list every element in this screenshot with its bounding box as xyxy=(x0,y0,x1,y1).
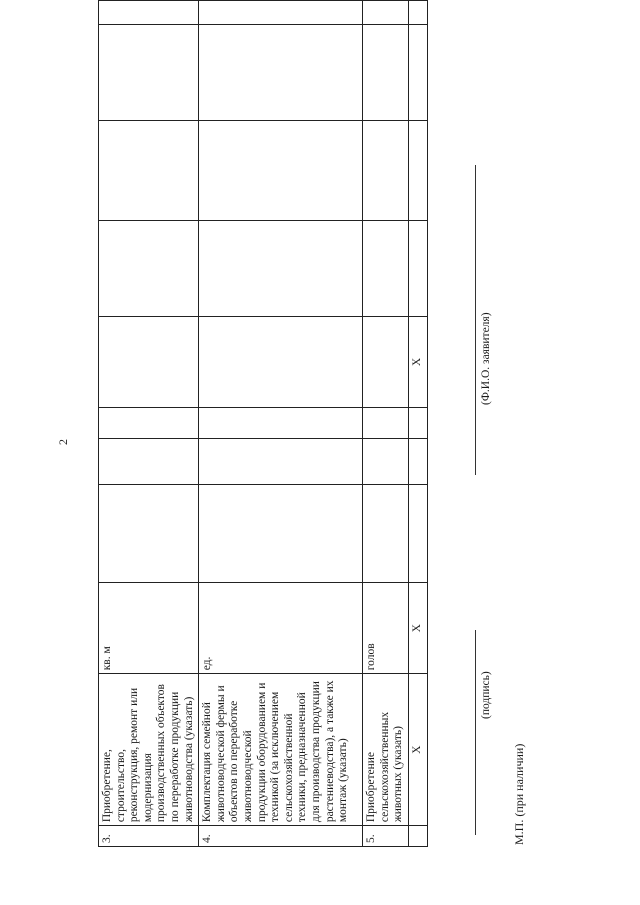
table-cell xyxy=(99,439,199,485)
table-cell xyxy=(199,439,363,485)
row-number: 5. xyxy=(363,826,409,847)
table-cell xyxy=(199,220,363,316)
row-unit: ед. xyxy=(199,583,363,674)
table-cell xyxy=(408,408,427,439)
table-cell xyxy=(363,316,409,408)
total-mark: X xyxy=(408,583,427,674)
table-cell xyxy=(199,408,363,439)
row-number: 4. xyxy=(199,826,363,847)
row-name: Приобретение, строительство, реконструкция, ремонт или модернизация производственных объектов по переработке продукции животноводства (указать) xyxy=(99,674,199,826)
fio-label: (Ф.И.О. заявителя) xyxy=(480,312,492,405)
total-row xyxy=(408,1,427,847)
table-cell xyxy=(199,485,363,583)
table-cell xyxy=(408,220,427,316)
table-cell xyxy=(99,1,199,26)
table-cell xyxy=(408,826,427,847)
row-unit: голов xyxy=(363,583,409,674)
table-cell xyxy=(408,1,427,26)
table-cell xyxy=(99,316,199,408)
table-row xyxy=(199,1,363,847)
table-cell xyxy=(363,408,409,439)
stamp-label: М.П. (при наличии) xyxy=(512,743,526,845)
table-cell xyxy=(408,120,427,220)
row-unit: кв. м xyxy=(99,583,199,674)
total-mark: X xyxy=(408,316,427,408)
row-number: 3. xyxy=(99,826,199,847)
page-number: 2 xyxy=(56,439,70,445)
table-cell xyxy=(363,439,409,485)
table-cell xyxy=(408,485,427,583)
table-cell xyxy=(199,316,363,408)
row-name: Комплектация семейной животноводческой фермы и объектов по переработке животноводческой продукции оборудованием и техникой (за исключением сельскохозяйственной техники, предназначенной для производства продукции растениеводства), а также их монтаж (указать) xyxy=(199,674,363,826)
fio-line xyxy=(475,165,476,475)
table-cell xyxy=(99,485,199,583)
table-cell xyxy=(363,25,409,120)
table-cell xyxy=(199,1,363,26)
total-mark: X xyxy=(408,674,427,826)
table-cell xyxy=(363,120,409,220)
table-cell xyxy=(363,1,409,26)
row-name: Приобретение сельскохозяйственных животных (указать) xyxy=(363,674,409,826)
table-cell xyxy=(199,120,363,220)
table-cell xyxy=(99,220,199,316)
signature-line xyxy=(475,630,476,835)
table-row xyxy=(363,1,409,847)
table-cell xyxy=(408,439,427,485)
table-cell xyxy=(363,485,409,583)
table-cell xyxy=(99,120,199,220)
expenses-table xyxy=(98,0,428,847)
table-cell xyxy=(99,408,199,439)
table-row xyxy=(99,1,199,847)
table-cell xyxy=(99,25,199,120)
table-cell xyxy=(199,25,363,120)
signature-label: (подпись) xyxy=(480,671,492,719)
table-cell xyxy=(408,25,427,120)
table-cell xyxy=(363,220,409,316)
